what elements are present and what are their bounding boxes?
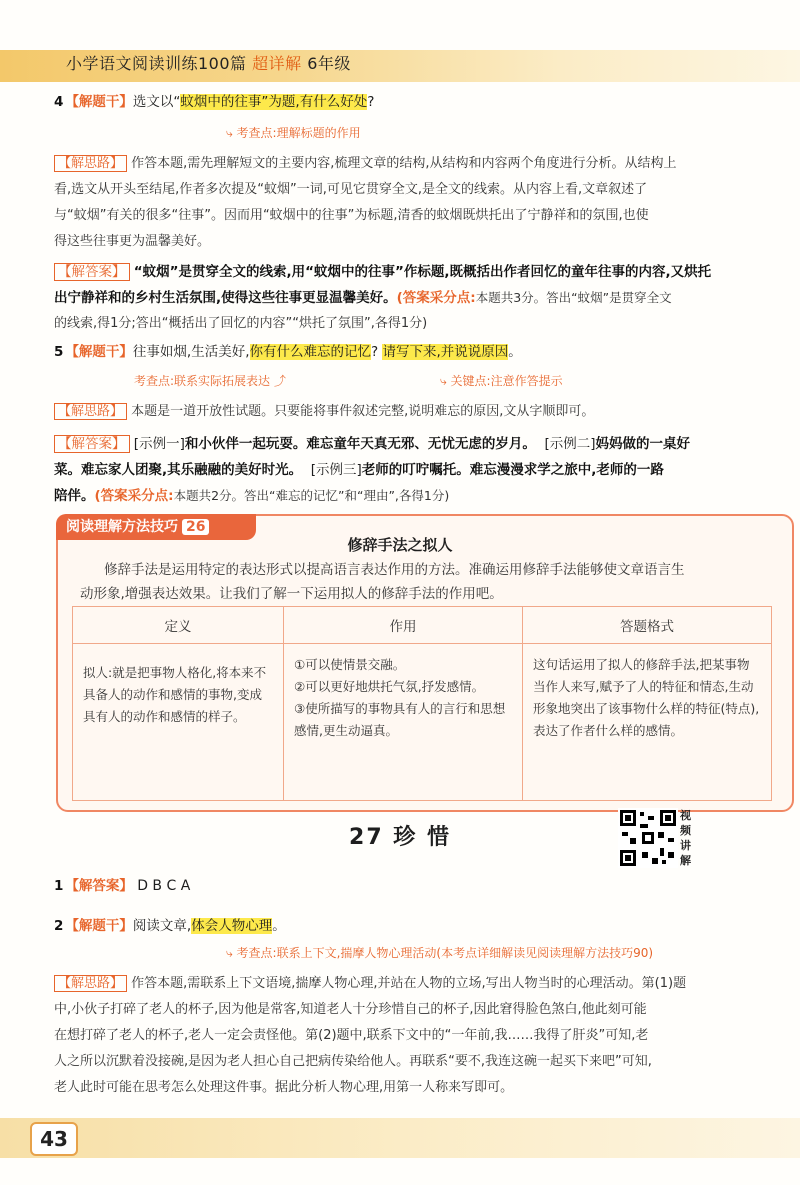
q4-score-2: 的线索,得1分;答出“概括出了回忆的内容”“烘托了氛围”,各得1分): [54, 316, 428, 331]
col-header: 作用: [284, 607, 523, 644]
technique-intro-1: 修辞手法是运用特定的表达形式以提高语言表达作用的方法。准确运用修辞手法能够使文章语言生: [104, 562, 685, 578]
s27-path-3: 在想打碎了老人的杯子,老人一定会责怪他。第(2)题中,联系下文中的“一年前,我……我得了肝炎”可知,老: [54, 1028, 649, 1043]
technique-title: 修辞手法之拟人: [347, 536, 453, 554]
q4-answer-2: 出宁静祥和的乡村生活氛围,使得这些往事更显温馨美好。(答案采分点:本题共3分。答出“蚊烟”是贯穿全文: [54, 290, 672, 306]
technique-table: [72, 606, 772, 801]
book-highlight: 超详解: [252, 54, 302, 73]
section-title: 27 珍 惜: [349, 825, 451, 850]
qr-code-icon[interactable]: [618, 808, 678, 868]
technique-intro-2: 动形象,增强表达效果。让我们了解一下运用拟人的修辞手法的作用吧。: [80, 586, 503, 602]
q5-answer-1: 【解答案】 [示例一]和小伙伴一起玩耍。难忘童年天真无邪、无忧无虑的岁月。 [示例二]妈妈做的一桌好: [54, 434, 690, 454]
s27-path-2: 中,小伙子打碎了老人的杯子,因为他是常客,知道老人十分珍惜自己的杯子,因此窘得脸色煞白,他此刻可能: [54, 1002, 647, 1017]
q4-path-3: 与“蚊烟”有关的很多“往事”。因而用“蚊烟中的往事”为标题,清香的蚊烟既烘托出了宁静祥和的氛围,也使: [54, 208, 649, 223]
technique-tag: 阅读理解方法技巧 26: [56, 514, 256, 540]
q5-answer-2: 菜。难忘家人团聚,其乐融融的美好时光。 [示例三]老师的叮咛嘱托。难忘漫漫求学之旅中,老师的一路: [54, 462, 664, 478]
effects-cell: ①可以使情景交融。 ②可以更好地烘托气氛,抒发感情。 ③使所描写的事物具有人的言行和思想感情,更生动逼真。: [284, 644, 523, 801]
q5-answer-3: 陪伴。(答案采分点:本题共2分。答出“难忘的记忆”和“理由”,各得1分): [54, 488, 450, 504]
q5-note-2: ⤷ 关键点:注意作答提示: [440, 374, 563, 388]
q4-path-4: 得这些往事更为温馨美好。: [54, 234, 211, 249]
s27-q2-note: ⤷ 考查点:联系上下文,揣摩人物心理活动(本考点详细解读见阅读理解方法技巧90): [226, 946, 654, 960]
question-tag: 【解题干】: [65, 94, 133, 110]
q4-path-2: 看,选文从开头至结尾,作者多次提及“蚊烟”一词,可见它贯穿全文,是全文的线索。从内容上看,文章叙述了: [54, 182, 648, 197]
s27-path-1: 【解思路】 作答本题,需联系上下文语境,揣摩人物心理,并站在人物的立场,写出人物当时的心理活动。第(1)题: [54, 974, 686, 994]
q4-note: ⤷ 考查点:理解标题的作用: [226, 126, 361, 140]
col-header: 定义: [73, 607, 284, 644]
q4-path-1: 【解思路】 作答本题,需先理解短文的主要内容,梳理文章的结构,从结构和内容两个角度进行分析。从结构上: [54, 154, 677, 174]
s27-q1: 1 【解答案】 D B C A: [54, 878, 191, 894]
highlight: 蚊烟中的往事”为题,有什么好处: [180, 94, 368, 110]
qr-label: 视频讲解: [680, 809, 691, 867]
grade-label: 6年级: [307, 54, 351, 73]
s27-q2: 2 【解题干】阅读文章,体会人物心理。: [54, 918, 286, 934]
q4-question: 4 【解题干】选文以“蚊烟中的往事”为题,有什么好处?: [54, 94, 375, 110]
q5-path: 【解思路】 本题是一道开放性试题。只要能将事件叙述完整,说明难忘的原因,文从字顺即可。: [54, 402, 594, 422]
s27-path-4: 人之所以沉默着没接碗,是因为老人担心自己把病传染给他人。再联系“要不,我连这碗一起买下来吧”可知,: [54, 1054, 652, 1069]
q5-question: 5 【解题干】往事如烟,生活美好,你有什么难忘的记忆? 请写下来,并说说原因。: [54, 344, 522, 360]
book-title: 小学语文阅读训练100篇: [66, 54, 247, 73]
q5-note-1: 考查点:联系实际拓展表达 ⤴: [134, 374, 286, 388]
format-cell: 这句话运用了拟人的修辞手法,把某事物当作人来写,赋予了人的特征和情态,生动形象地突出了该事物什么样的特征(特点),表达了作者什么样的感情。: [523, 644, 772, 801]
q4-answer-1: 【解答案】 “蚊烟”是贯穿全文的线索,用“蚊烟中的往事”作标题,既概括出作者回忆的童年往事的内容,又烘托: [54, 262, 711, 282]
col-header: 答题格式: [523, 607, 772, 644]
footer-band: [0, 1118, 800, 1158]
s27-path-5: 老人此时可能在思考怎么处理这件事。据此分析人物心理,用第一人称来写即可。: [54, 1080, 514, 1095]
page-number: 43: [30, 1122, 78, 1156]
definition-cell: 拟人:就是把事物人格化,将本来不具备人的动作和感情的事物,变成具有人的动作和感情的样子。: [73, 644, 284, 801]
question-number: 4: [54, 94, 64, 110]
running-header: [66, 52, 351, 76]
